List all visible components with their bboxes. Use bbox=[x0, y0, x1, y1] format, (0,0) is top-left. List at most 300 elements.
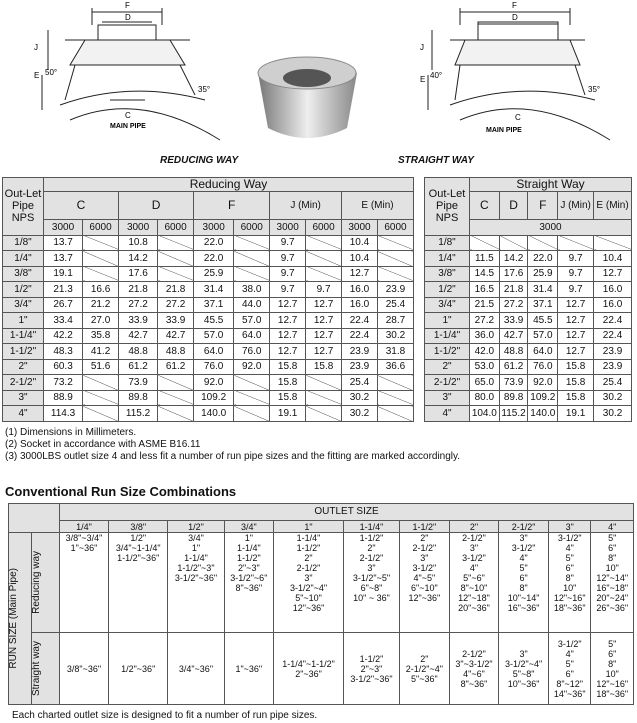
straight-run-cell: 1-1/4"~1-1/2" 2"~36" bbox=[274, 633, 344, 705]
reducing-run-cell: 2" 2-1/2" 3" 3-1/2" 4"~5" 6"~10" 12"~36" bbox=[400, 533, 450, 633]
value-cell: 15.8 bbox=[558, 390, 594, 406]
class-6000: 6000 bbox=[377, 220, 413, 236]
value-cell: 76.0 bbox=[194, 359, 234, 375]
value-cell: 45.5 bbox=[194, 313, 234, 329]
value-cell: 92.0 bbox=[194, 375, 234, 391]
value-cell: 25.4 bbox=[342, 375, 378, 391]
table-row bbox=[3, 344, 414, 360]
table-row bbox=[425, 375, 632, 391]
value-cell: 9.7 bbox=[270, 266, 306, 282]
class-6000: 6000 bbox=[306, 220, 342, 236]
value-cell: 53.0 bbox=[470, 359, 500, 375]
table-row bbox=[3, 328, 414, 344]
value-cell bbox=[83, 266, 119, 282]
nps-cell: 1/4" bbox=[3, 251, 44, 267]
nps-cell: 3" bbox=[3, 390, 44, 406]
value-cell: 12.7 bbox=[342, 266, 378, 282]
value-cell: 9.7 bbox=[270, 251, 306, 267]
value-cell: 73.9 bbox=[499, 375, 528, 391]
value-cell: 109.2 bbox=[194, 390, 234, 406]
straight-run-cell: 3/8"~36" bbox=[60, 633, 109, 705]
value-cell: 14.5 bbox=[470, 266, 500, 282]
col-e: E (Min) bbox=[342, 192, 414, 220]
value-cell: 12.7 bbox=[558, 344, 594, 360]
npsl-header: Out-Let Pipe NPS bbox=[425, 178, 470, 236]
straight-way-caption: STRAIGHT WAY bbox=[398, 155, 474, 166]
value-cell: 12.7 bbox=[270, 297, 306, 313]
table-row bbox=[425, 313, 632, 329]
table-row bbox=[3, 406, 414, 422]
nps-cell: 1/4" bbox=[425, 251, 470, 267]
value-cell: 16.0 bbox=[342, 297, 378, 313]
table-row bbox=[3, 266, 414, 282]
value-cell: 21.8 bbox=[499, 282, 528, 298]
value-cell: 21.8 bbox=[119, 282, 158, 298]
value-cell: 23.9 bbox=[594, 359, 632, 375]
table-row bbox=[425, 390, 632, 406]
reducing-run-cell: 1-1/2" 2" 2-1/2" 3" 3-1/2"~5" 6"~8" 10" ~ 36" bbox=[343, 533, 399, 633]
value-cell: 21.3 bbox=[44, 282, 83, 298]
dim-d: D bbox=[125, 13, 131, 22]
value-cell: 12.7 bbox=[558, 313, 594, 329]
straight-run-cell: 5" 6" 8" 10" 12"~16" 18"~36" bbox=[591, 633, 634, 705]
value-cell: 22.4 bbox=[594, 313, 632, 329]
value-cell: 12.7 bbox=[558, 297, 594, 313]
table-row bbox=[425, 266, 632, 282]
value-cell: 89.8 bbox=[499, 390, 528, 406]
value-cell: 37.1 bbox=[194, 297, 234, 313]
value-cell bbox=[158, 375, 194, 391]
col-c: C bbox=[470, 192, 500, 220]
table-row bbox=[3, 251, 414, 267]
table-row bbox=[3, 390, 414, 406]
reducing-run-cell: 3/8"~3/4" 1"~36" bbox=[60, 533, 109, 633]
value-cell: 115.2 bbox=[499, 406, 528, 422]
value-cell: 31.4 bbox=[194, 282, 234, 298]
value-cell: 35.8 bbox=[83, 328, 119, 344]
straight-run-cell: 3" 3-1/2"~4" 5"~8" 10"~36" bbox=[499, 633, 549, 705]
class-3000: 3000 bbox=[119, 220, 158, 236]
angle-35: 35° bbox=[198, 85, 211, 94]
value-cell: 10.4 bbox=[594, 251, 632, 267]
value-cell bbox=[234, 251, 270, 267]
notes bbox=[5, 427, 625, 463]
value-cell: 89.8 bbox=[119, 390, 158, 406]
value-cell: 22.0 bbox=[528, 251, 558, 267]
value-cell: 27.2 bbox=[470, 313, 500, 329]
dim-c: C bbox=[515, 113, 521, 122]
outlet-header: 3" bbox=[548, 521, 590, 533]
value-cell: 26.7 bbox=[44, 297, 83, 313]
value-cell: 36.0 bbox=[470, 328, 500, 344]
outlet-header: 1/4" bbox=[60, 521, 109, 533]
value-cell: 88.9 bbox=[44, 390, 83, 406]
straight-run-cell: 1/2"~36" bbox=[108, 633, 167, 705]
straight-title: Straight Way bbox=[470, 178, 632, 192]
value-cell: 61.2 bbox=[499, 359, 528, 375]
table-row bbox=[425, 328, 632, 344]
table-row bbox=[3, 359, 414, 375]
value-cell: 16.0 bbox=[342, 282, 378, 298]
value-cell bbox=[528, 235, 558, 251]
value-cell: 48.8 bbox=[499, 344, 528, 360]
value-cell: 30.2 bbox=[594, 406, 632, 422]
table-row bbox=[425, 406, 632, 422]
value-cell bbox=[558, 235, 594, 251]
class-6000: 6000 bbox=[83, 220, 119, 236]
value-cell: 31.8 bbox=[377, 344, 413, 360]
value-cell: 19.1 bbox=[44, 266, 83, 282]
value-cell: 33.4 bbox=[44, 313, 83, 329]
value-cell: 12.7 bbox=[594, 266, 632, 282]
value-cell bbox=[306, 235, 342, 251]
nps-cell: 4" bbox=[425, 406, 470, 422]
value-cell bbox=[83, 390, 119, 406]
reducing-run-cell: 1/2" 3/4"~1-1/4" 1-1/2"~36" bbox=[108, 533, 167, 633]
nps-cell: 1-1/2" bbox=[3, 344, 44, 360]
dim-j: J bbox=[34, 43, 38, 52]
value-cell: 12.7 bbox=[270, 328, 306, 344]
value-cell: 61.2 bbox=[119, 359, 158, 375]
nps-cell: 3/4" bbox=[425, 297, 470, 313]
value-cell: 57.0 bbox=[528, 328, 558, 344]
value-cell: 27.2 bbox=[499, 297, 528, 313]
value-cell: 33.9 bbox=[119, 313, 158, 329]
value-cell: 30.2 bbox=[377, 328, 413, 344]
note-3: (3) 3000LBS outlet size 4 and less fit a number of run pipe sizes and the fitting are marked accordingly. bbox=[5, 451, 461, 462]
conv-title: Conventional Run Size Combinations bbox=[5, 484, 237, 499]
reducing-run-cell: 5" 6" 8" 10" 12"~14" 16"~18" 20"~24" 26"~36" bbox=[591, 533, 634, 633]
olet-photo bbox=[250, 38, 365, 153]
value-cell: 27.0 bbox=[83, 313, 119, 329]
dim-d: D bbox=[512, 13, 518, 22]
value-cell bbox=[306, 375, 342, 391]
table-row bbox=[425, 359, 632, 375]
reducing-run-cell: 1" 1-1/4" 1-1/2" 2"~3" 3-1/2"~6" 8"~36" bbox=[224, 533, 274, 633]
value-cell: 16.0 bbox=[594, 282, 632, 298]
value-cell: 57.0 bbox=[194, 328, 234, 344]
straight-way-drawing bbox=[420, 0, 620, 150]
value-cell bbox=[158, 406, 194, 422]
reducing-run-cell: 3/4" 1" 1-1/4" 1-1/2"~3" 3-1/2"~36" bbox=[168, 533, 224, 633]
nps-cell: 2-1/2" bbox=[3, 375, 44, 391]
value-cell: 21.5 bbox=[470, 297, 500, 313]
nps-cell: 3" bbox=[425, 390, 470, 406]
main-pipe-label: MAIN PIPE bbox=[486, 127, 522, 134]
col-e: E (Min) bbox=[594, 192, 632, 220]
value-cell: 42.7 bbox=[158, 328, 194, 344]
class-3000: 3000 bbox=[342, 220, 378, 236]
value-cell: 25.4 bbox=[594, 375, 632, 391]
value-cell: 109.2 bbox=[528, 390, 558, 406]
nps-cell: 1" bbox=[425, 313, 470, 329]
value-cell: 22.0 bbox=[194, 235, 234, 251]
value-cell bbox=[83, 235, 119, 251]
value-cell: 14.2 bbox=[119, 251, 158, 267]
value-cell: 9.7 bbox=[558, 266, 594, 282]
value-cell: 25.9 bbox=[194, 266, 234, 282]
value-cell: 104.0 bbox=[470, 406, 500, 422]
nps-cell: 1/2" bbox=[425, 282, 470, 298]
value-cell: 10.4 bbox=[342, 235, 378, 251]
npsl-header: Out-Let Pipe NPS bbox=[3, 178, 44, 236]
nps-cell: 2" bbox=[425, 359, 470, 375]
note-1: (1) Dimensions in Millimeters. bbox=[5, 427, 137, 438]
value-cell: 9.7 bbox=[270, 235, 306, 251]
value-cell: 22.4 bbox=[342, 313, 378, 329]
value-cell: 42.2 bbox=[44, 328, 83, 344]
col-d: D bbox=[119, 192, 194, 220]
value-cell: 23.9 bbox=[342, 359, 378, 375]
value-cell: 16.6 bbox=[83, 282, 119, 298]
value-cell bbox=[306, 266, 342, 282]
value-cell: 48.8 bbox=[119, 344, 158, 360]
value-cell: 12.7 bbox=[306, 328, 342, 344]
dim-f: F bbox=[512, 1, 517, 10]
dim-e: E bbox=[420, 75, 426, 84]
value-cell bbox=[377, 235, 413, 251]
table-row bbox=[425, 282, 632, 298]
reducing-run-cell: 3-1/2" 4" 5" 6" 8" 10" 12"~16" 18"~36" bbox=[548, 533, 590, 633]
outlet-header: 2" bbox=[449, 521, 499, 533]
value-cell: 80.0 bbox=[470, 390, 500, 406]
nps-cell: 1-1/4" bbox=[425, 328, 470, 344]
value-cell: 17.6 bbox=[499, 266, 528, 282]
value-cell: 45.5 bbox=[528, 313, 558, 329]
class-3000: 3000 bbox=[270, 220, 306, 236]
value-cell bbox=[377, 375, 413, 391]
nps-cell: 2" bbox=[3, 359, 44, 375]
main-pipe-label: MAIN PIPE bbox=[110, 123, 146, 130]
nps-cell: 1-1/4" bbox=[3, 328, 44, 344]
value-cell: 9.7 bbox=[306, 282, 342, 298]
value-cell bbox=[234, 390, 270, 406]
value-cell: 48.3 bbox=[44, 344, 83, 360]
value-cell: 16.0 bbox=[594, 297, 632, 313]
value-cell: 12.7 bbox=[306, 313, 342, 329]
value-cell: 23.9 bbox=[594, 344, 632, 360]
value-cell: 22.0 bbox=[194, 251, 234, 267]
value-cell: 28.7 bbox=[377, 313, 413, 329]
nps-cell: 3/8" bbox=[425, 266, 470, 282]
value-cell: 12.7 bbox=[306, 344, 342, 360]
reducing-way-table bbox=[2, 177, 414, 422]
value-cell: 30.2 bbox=[342, 406, 378, 422]
table-row bbox=[425, 297, 632, 313]
straight-run-cell: 2-1/2" 3"~3-1/2" 4"~6" 8"~36" bbox=[449, 633, 499, 705]
value-cell: 19.1 bbox=[558, 406, 594, 422]
value-cell bbox=[377, 251, 413, 267]
class-3000: 3000 bbox=[194, 220, 234, 236]
value-cell: 14.2 bbox=[499, 251, 528, 267]
value-cell bbox=[83, 375, 119, 391]
dim-j: J bbox=[420, 43, 424, 52]
value-cell: 15.8 bbox=[558, 359, 594, 375]
value-cell bbox=[306, 251, 342, 267]
value-cell: 9.7 bbox=[558, 282, 594, 298]
class-3000: 3000 bbox=[470, 220, 632, 236]
outlet-header: 3/4" bbox=[224, 521, 274, 533]
value-cell: 10.4 bbox=[342, 251, 378, 267]
value-cell: 51.6 bbox=[83, 359, 119, 375]
value-cell bbox=[377, 390, 413, 406]
value-cell: 140.0 bbox=[194, 406, 234, 422]
table-row bbox=[425, 251, 632, 267]
value-cell: 11.5 bbox=[470, 251, 500, 267]
value-cell: 10.8 bbox=[119, 235, 158, 251]
reducing-run-cell: 3" 3-1/2" 4" 5" 6" 8" 10"~14" 16"~36" bbox=[499, 533, 549, 633]
value-cell: 22.4 bbox=[594, 328, 632, 344]
value-cell: 9.7 bbox=[558, 251, 594, 267]
value-cell: 36.6 bbox=[377, 359, 413, 375]
note-2: (2) Socket in accordance with ASME B16.11 bbox=[5, 439, 201, 450]
class-6000: 6000 bbox=[158, 220, 194, 236]
reducing-run-cell: 2-1/2" 3" 3-1/2" 4" 5"~6" 8"~10" 12"~18" 20"~36" bbox=[449, 533, 499, 633]
col-j: J (Min) bbox=[270, 192, 342, 220]
value-cell bbox=[158, 251, 194, 267]
straight-way-table bbox=[424, 177, 632, 422]
value-cell: 33.9 bbox=[158, 313, 194, 329]
value-cell bbox=[158, 266, 194, 282]
value-cell bbox=[234, 235, 270, 251]
class-6000: 6000 bbox=[234, 220, 270, 236]
class-3000: 3000 bbox=[44, 220, 83, 236]
table-row bbox=[425, 235, 632, 251]
value-cell: 9.7 bbox=[270, 282, 306, 298]
value-cell: 60.3 bbox=[44, 359, 83, 375]
reducing-way-label: Reducing way bbox=[31, 533, 59, 633]
table-row bbox=[3, 375, 414, 391]
value-cell: 12.7 bbox=[270, 344, 306, 360]
dim-f: F bbox=[125, 1, 130, 10]
nps-cell: 3/8" bbox=[3, 266, 44, 282]
value-cell: 140.0 bbox=[528, 406, 558, 422]
nps-cell: 3/4" bbox=[3, 297, 44, 313]
table-row bbox=[425, 344, 632, 360]
value-cell: 115.2 bbox=[119, 406, 158, 422]
nps-cell: 4" bbox=[3, 406, 44, 422]
value-cell: 12.7 bbox=[270, 313, 306, 329]
nps-cell: 1" bbox=[3, 313, 44, 329]
outlet-header: 1-1/2" bbox=[400, 521, 450, 533]
value-cell: 38.0 bbox=[234, 282, 270, 298]
value-cell bbox=[306, 406, 342, 422]
value-cell bbox=[83, 251, 119, 267]
value-cell: 23.9 bbox=[377, 282, 413, 298]
straight-way-label: Straight way bbox=[31, 633, 59, 705]
value-cell: 76.0 bbox=[528, 359, 558, 375]
outlet-header: 2-1/2" bbox=[499, 521, 549, 533]
value-cell: 23.9 bbox=[342, 344, 378, 360]
value-cell: 42.7 bbox=[499, 328, 528, 344]
value-cell: 42.0 bbox=[470, 344, 500, 360]
outlet-header: 3/8" bbox=[108, 521, 167, 533]
value-cell: 27.2 bbox=[158, 297, 194, 313]
col-f: F bbox=[194, 192, 270, 220]
reducing-way-caption: REDUCING WAY bbox=[160, 155, 239, 166]
value-cell: 64.0 bbox=[528, 344, 558, 360]
value-cell: 22.4 bbox=[342, 328, 378, 344]
value-cell: 15.8 bbox=[270, 359, 306, 375]
straight-run-cell: 1-1/2" 2"~3" 3-1/2"~36" bbox=[343, 633, 399, 705]
straight-run-cell: 2" 2-1/2"~4" 5"~36" bbox=[400, 633, 450, 705]
value-cell bbox=[470, 235, 500, 251]
value-cell: 15.8 bbox=[270, 390, 306, 406]
dim-e: E bbox=[34, 71, 40, 80]
angle-40: 40° bbox=[430, 71, 443, 80]
value-cell bbox=[234, 266, 270, 282]
col-d: D bbox=[499, 192, 528, 220]
value-cell: 15.8 bbox=[558, 375, 594, 391]
reducing-run-cell: 1-1/4" 1-1/2" 2" 2-1/2" 3" 3-1/2"~4" 5"~10" 12"~36" bbox=[274, 533, 344, 633]
value-cell: 41.2 bbox=[83, 344, 119, 360]
value-cell: 12.7 bbox=[558, 328, 594, 344]
value-cell: 44.0 bbox=[234, 297, 270, 313]
value-cell: 13.7 bbox=[44, 251, 83, 267]
value-cell: 37.1 bbox=[528, 297, 558, 313]
table-row bbox=[3, 313, 414, 329]
run-size-table bbox=[8, 503, 634, 705]
col-f: F bbox=[528, 192, 558, 220]
straight-run-cell: 3/4"~36" bbox=[168, 633, 224, 705]
value-cell: 57.0 bbox=[234, 313, 270, 329]
value-cell: 42.7 bbox=[119, 328, 158, 344]
value-cell: 21.2 bbox=[83, 297, 119, 313]
nps-cell: 1/2" bbox=[3, 282, 44, 298]
value-cell: 12.7 bbox=[306, 297, 342, 313]
reducing-way-drawing bbox=[30, 0, 230, 150]
value-cell bbox=[377, 266, 413, 282]
value-cell: 65.0 bbox=[470, 375, 500, 391]
dim-c: C bbox=[125, 111, 131, 120]
outlet-header: 1-1/4" bbox=[343, 521, 399, 533]
value-cell: 92.0 bbox=[528, 375, 558, 391]
value-cell: 31.4 bbox=[528, 282, 558, 298]
value-cell: 25.9 bbox=[528, 266, 558, 282]
value-cell: 114.3 bbox=[44, 406, 83, 422]
value-cell: 27.2 bbox=[119, 297, 158, 313]
value-cell: 64.0 bbox=[234, 328, 270, 344]
table-row bbox=[3, 282, 414, 298]
value-cell: 30.2 bbox=[594, 390, 632, 406]
value-cell: 73.9 bbox=[119, 375, 158, 391]
straight-run-cell: 3-1/2" 4" 5" 6" 8"~12" 14"~36" bbox=[548, 633, 590, 705]
value-cell: 48.8 bbox=[158, 344, 194, 360]
value-cell bbox=[594, 235, 632, 251]
value-cell bbox=[158, 235, 194, 251]
value-cell: 16.5 bbox=[470, 282, 500, 298]
value-cell: 92.0 bbox=[234, 359, 270, 375]
value-cell: 73.2 bbox=[44, 375, 83, 391]
value-cell: 33.9 bbox=[499, 313, 528, 329]
conv-footer: Each charted outlet size is designed to fit a number of run pipe sizes. bbox=[12, 710, 318, 721]
col-j: J (Min) bbox=[558, 192, 594, 220]
value-cell bbox=[499, 235, 528, 251]
outlet-header: 1" bbox=[274, 521, 344, 533]
value-cell bbox=[234, 406, 270, 422]
nps-cell: 1-1/2" bbox=[425, 344, 470, 360]
value-cell: 15.8 bbox=[270, 375, 306, 391]
value-cell: 61.2 bbox=[158, 359, 194, 375]
value-cell: 13.7 bbox=[44, 235, 83, 251]
angle-50: 50° bbox=[45, 68, 58, 77]
nps-cell: 1/8" bbox=[425, 235, 470, 251]
value-cell: 30.2 bbox=[342, 390, 378, 406]
straight-run-cell: 1"~36" bbox=[224, 633, 274, 705]
nps-cell: 2-1/2" bbox=[425, 375, 470, 391]
reducing-title: Reducing Way bbox=[44, 178, 414, 192]
col-c: C bbox=[44, 192, 119, 220]
